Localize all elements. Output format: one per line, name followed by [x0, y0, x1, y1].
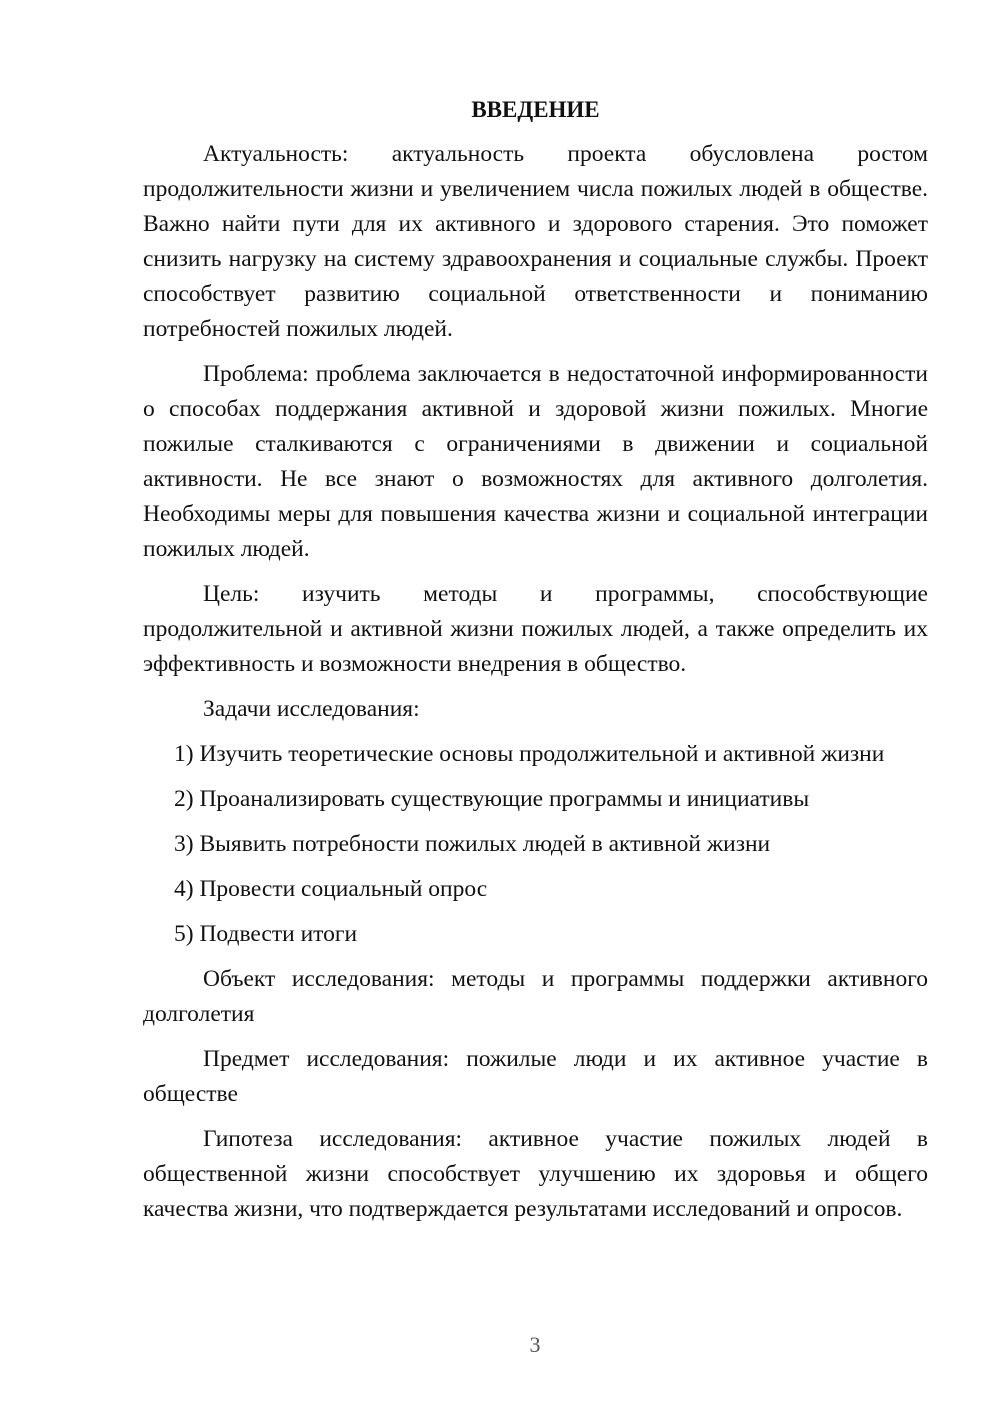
list-item: 4) Провести социальный опрос	[174, 876, 488, 902]
paragraph-hypothesis: Гипотеза исследования: активное участие пожилых людей в общественной жизни способствует улучшению их здоровья и общего качества жизни, что подтверждается результатами исследований и опросов.	[143, 1126, 928, 1222]
page-number: 3	[529, 1332, 541, 1357]
list-item: 2) Проанализировать существующие программы и инициативы	[174, 786, 810, 812]
paragraph-object: Объект исследования: методы и программы поддержки активного долголетия	[143, 966, 928, 1027]
list-item: 3) Выявить потребности пожилых людей в активной жизни	[174, 831, 771, 857]
list-item: 1) Изучить теоретические основы продолжительной и активной жизни	[174, 741, 885, 767]
page-content	[143, 92, 928, 1237]
section-title: ВВЕДЕНИЕ	[471, 97, 600, 122]
tasks-heading: Задачи исследования:	[203, 696, 420, 722]
paragraph-subject: Предмет исследования: пожилые люди и их активное участие в обществе	[143, 1046, 928, 1107]
list-item: 5) Подвести итоги	[174, 921, 358, 947]
paragraph-problem: Проблема: проблема заключается в недостаточной информированности о способах поддержания активной и здоровой жизни пожилых. Многие пожилые сталкиваются с ограничениями в движении и социальной активности. Не все знают о возможностях для активного долголетия. Необходимы меры для повышения качества жизни и социальной интеграции пожилых людей.	[143, 361, 928, 562]
tasks-list	[143, 737, 928, 952]
paragraph-goal: Цель: изучить методы и программы, способствующие продолжительной и активной жизни пожилых людей, а также определить их эффективность и возможности внедрения в общество.	[143, 581, 928, 677]
paragraph-relevance: Актуальность: актуальность проекта обусловлена ростом продолжительности жизни и увеличением числа пожилых людей в обществе. Важно найти пути для их активного и здорового старения. Это поможет снизить нагрузку на систему здравоохранения и социальные службы. Проект способствует развитию социальной ответственности и пониманию потребностей пожилых людей.	[143, 141, 928, 342]
